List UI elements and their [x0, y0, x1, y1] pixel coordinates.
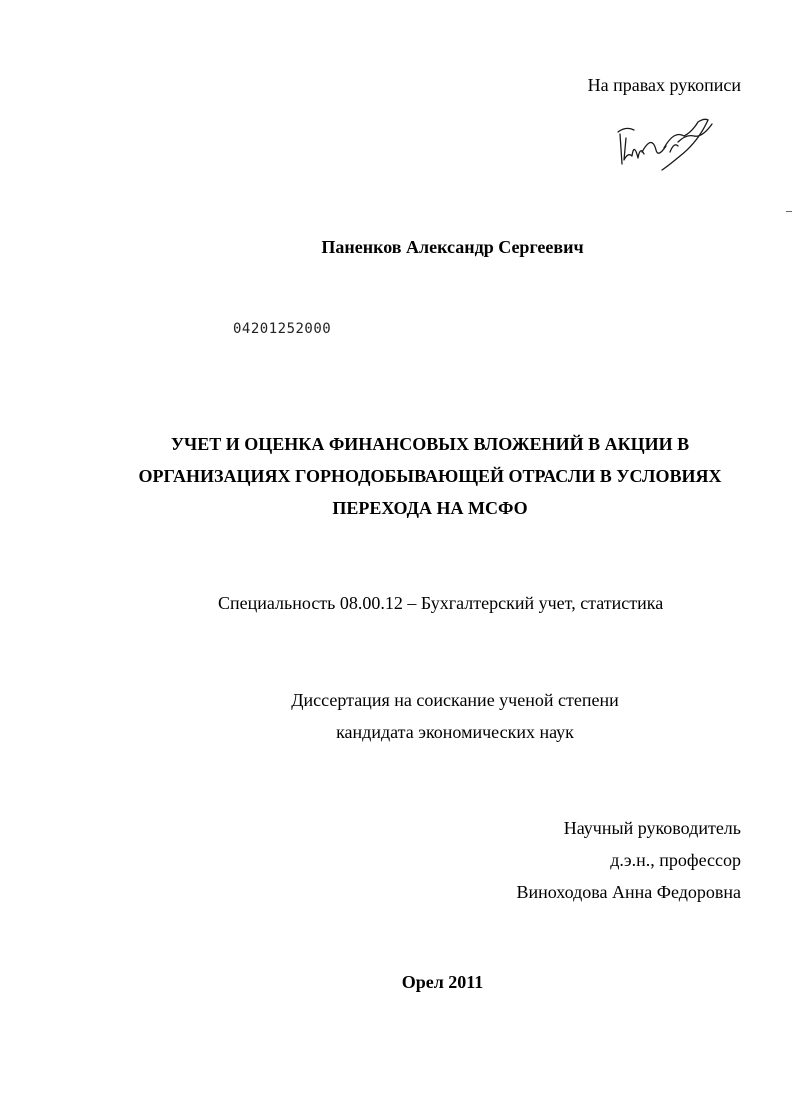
supervisor-name: Виноходова Анна Федоровна: [516, 882, 741, 902]
supervisor-role: Научный руководитель: [563, 818, 741, 838]
author-signature: [612, 112, 722, 172]
title-line: ПЕРЕХОДА НА МСФО: [332, 498, 528, 518]
dissertation-title: [100, 428, 760, 524]
degree-line: кандидата экономических наук: [336, 722, 574, 742]
title-line: ОРГАНИЗАЦИЯХ ГОРНОДОБЫВАЮЩЕЙ ОТРАСЛИ В УСЛОВИЯХ: [138, 466, 722, 486]
specialty: Специальность 08.00.12 – Бухгалтерский учет, статистика: [218, 593, 664, 613]
rights-note: На правах рукописи: [587, 75, 741, 95]
scan-edge-mark: [786, 211, 792, 212]
degree-statement: [230, 684, 680, 748]
supervisor-degree: д.э.н., профессор: [610, 850, 741, 870]
city-year: Орел 2011: [401, 972, 484, 992]
author-name: Паненков Александр Сергеевич: [321, 237, 584, 257]
degree-line: Диссертация на соискание ученой степени: [291, 690, 619, 710]
title-line: УЧЕТ И ОЦЕНКА ФИНАНСОВЫХ ВЛОЖЕНИЙ В АКЦИИ В: [170, 434, 690, 454]
document-number: 04201252000: [233, 321, 332, 337]
supervisor-block: [516, 812, 741, 908]
